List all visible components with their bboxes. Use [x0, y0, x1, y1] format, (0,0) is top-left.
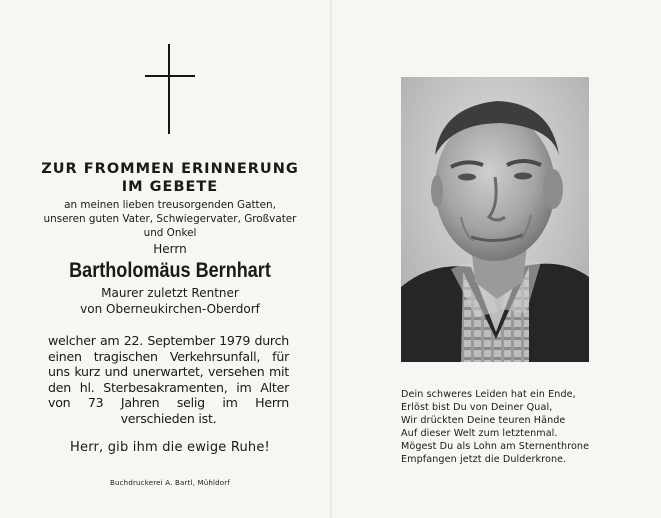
poem — [401, 388, 641, 466]
prayer: Herr, gib ihm die ewige Ruhe! — [70, 440, 270, 455]
occupation — [20, 286, 320, 317]
cross-icon — [168, 44, 170, 134]
poem-line: Empfangen jetzt die Dulderkrone. — [401, 454, 567, 465]
occupation-line: von Oberneukirchen-Oberdorf — [80, 301, 260, 316]
portrait-photo — [401, 77, 589, 362]
heading-line: IM GEBETE — [121, 179, 219, 195]
poem-line: Dein schweres Leiden hat ein Ende, — [401, 389, 576, 400]
poem-line: Wir drückten Deine teuren Hände — [401, 415, 566, 426]
honorific: Herrn — [153, 242, 187, 256]
poem-line: Auf dieser Welt zum letztenmal. — [401, 428, 558, 439]
left-panel — [0, 0, 330, 518]
memorial-heading — [20, 160, 320, 196]
fold-line — [330, 0, 332, 518]
cross-icon-bar — [145, 75, 195, 77]
dedication — [30, 199, 310, 240]
dedication-line: an meinen lieben treusorgenden Gatten, — [64, 199, 276, 211]
deceased-name: Bartholomäus Bernhart — [69, 259, 271, 282]
poem-line: Erlöst bist Du von Deiner Qual, — [401, 402, 553, 413]
heading-line: ZUR FROMMEN ERINNERUNG — [41, 161, 299, 177]
dedication-line: und Onkel — [143, 226, 197, 239]
dedication-line: unseren guten Vater, Schwiegervater, Großvater — [43, 212, 297, 225]
printer-imprint: Buchdruckerei A. Bartl, Mühldorf — [110, 479, 230, 487]
poem-line: Mögest Du als Lohn am Sternenthrone — [401, 441, 590, 452]
portrait-image — [401, 77, 589, 362]
death-notice: welcher am 22. September 1979 durch einen tragischen Verkehrsunfall, für uns kurz und unerwartet, versehen mit den hl. Sterbesakramenten, im Alter von 73 Jahren selig im Herrn verschieden ist. — [48, 333, 289, 426]
occupation-line: Maurer zuletzt Rentner — [101, 286, 239, 300]
